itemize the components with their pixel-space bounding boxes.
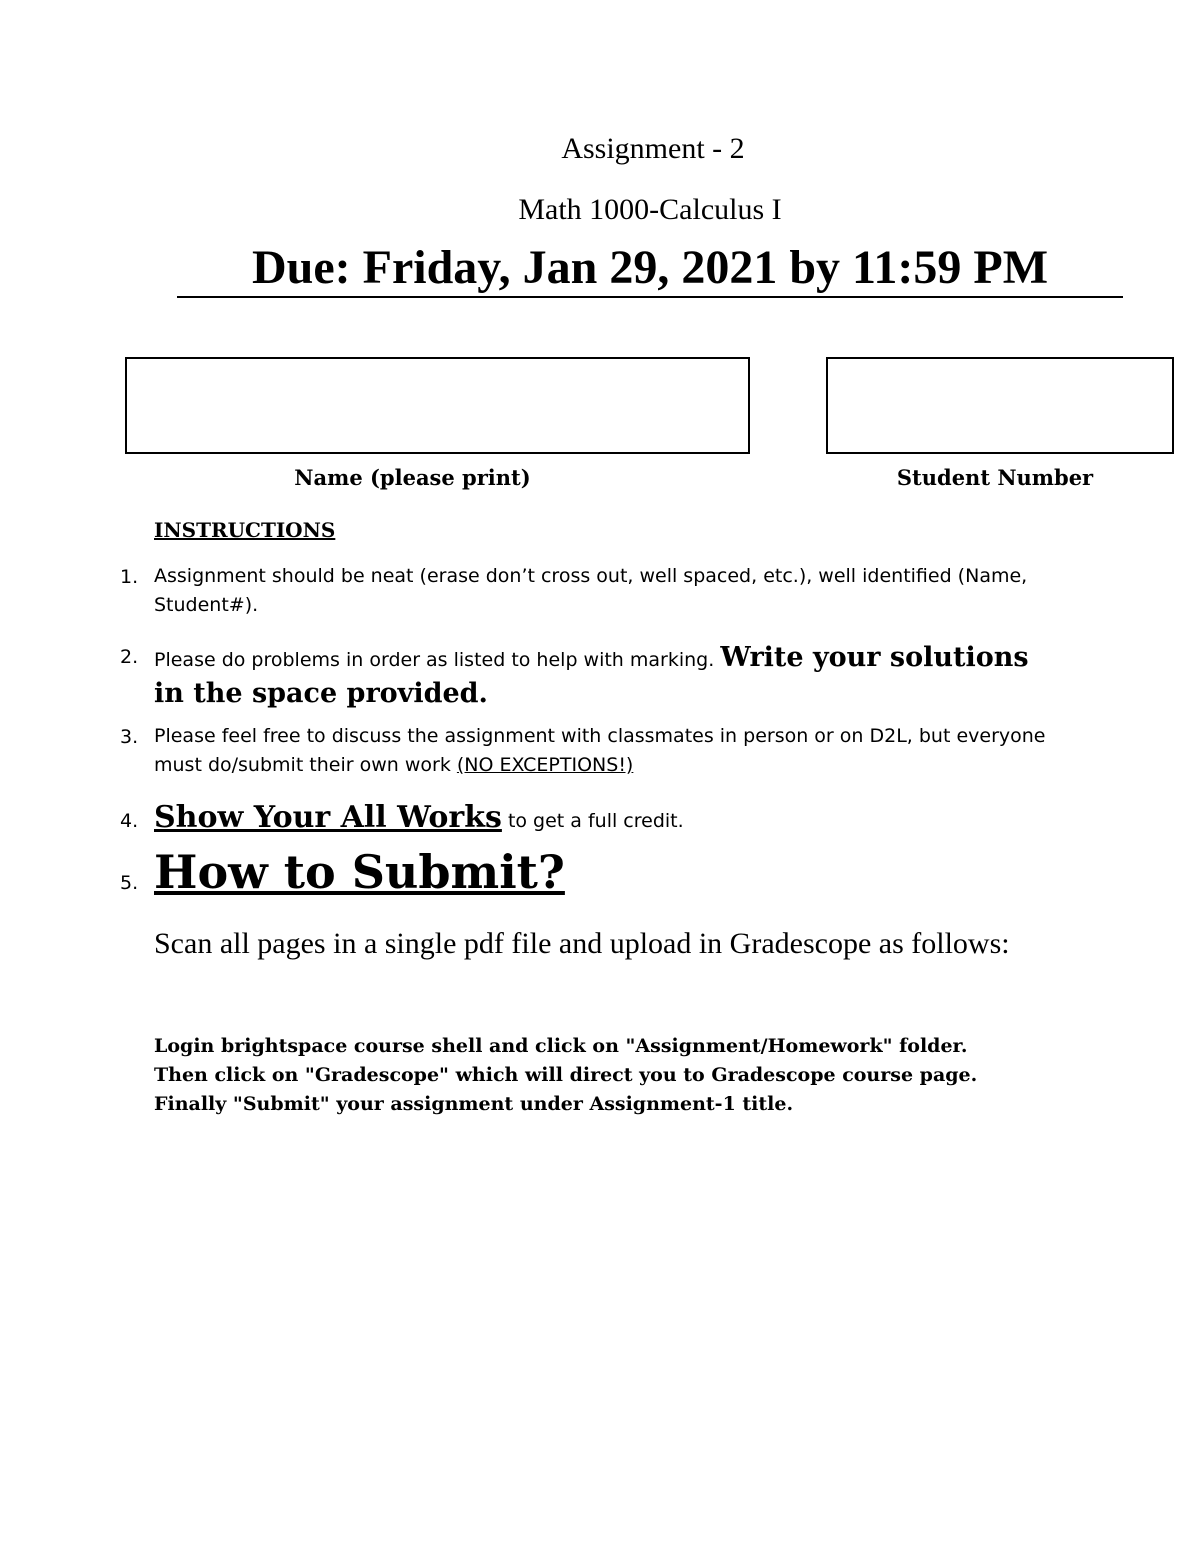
instruction-item-3 xyxy=(154,722,1054,780)
scan-instructions: Scan all pages in a single pdf file and upload in Gradescope as follows: xyxy=(154,927,1010,960)
instruction-item-2-emphasis: Write your solutions in the space provided. xyxy=(154,642,1029,709)
instruction-item-4-text: to get a full credit. xyxy=(507,810,684,832)
submission-step: Finally "Submit" your assignment under Assignment-1 title. xyxy=(154,1093,794,1115)
student-number-label: Student Number xyxy=(896,465,1094,490)
instruction-item-1: Assignment should be neat (erase don’t cross out, well spaced, etc.), well identified (Name, Student#). xyxy=(154,565,1028,616)
instruction-item-2 xyxy=(154,641,1054,713)
instruction-item-3-emphasis: (NO EXCEPTIONS!) xyxy=(456,754,634,776)
instruction-item-2-text: Please do problems in order as listed to help with marking. xyxy=(154,649,715,671)
instruction-item-4 xyxy=(154,798,1054,841)
assignment-title: Assignment - 2 xyxy=(561,132,745,165)
item-number: 1. xyxy=(120,566,139,588)
instructions-heading: INSTRUCTIONS xyxy=(154,518,336,542)
how-to-submit-heading: How to Submit? xyxy=(154,845,565,899)
instruction-item-3-text: Please feel free to discuss the assignment with classmates in person or on D2L, but everyone must do/submit their own work xyxy=(154,725,1046,776)
item-number: 2. xyxy=(120,646,139,668)
due-underline xyxy=(177,296,1123,298)
due-date: Due: Friday, Jan 29, 2021 by 11:59 PM xyxy=(251,241,1048,294)
name-label: Name (please print) xyxy=(294,465,531,490)
item-number: 4. xyxy=(120,810,139,832)
item-number: 5. xyxy=(120,872,139,894)
instruction-item-4-emphasis: Show Your All Works xyxy=(154,800,502,835)
submission-step: Then click on "Gradescope" which will direct you to Gradescope course page. xyxy=(154,1064,978,1086)
submission-step: Login brightspace course shell and click on "Assignment/Homework" folder. xyxy=(154,1035,968,1057)
course-name: Math 1000-Calculus I xyxy=(518,193,782,226)
item-number: 3. xyxy=(120,726,139,748)
name-field-box[interactable] xyxy=(125,357,750,454)
student-number-field-box[interactable] xyxy=(826,357,1174,454)
submission-steps xyxy=(154,1032,1054,1119)
